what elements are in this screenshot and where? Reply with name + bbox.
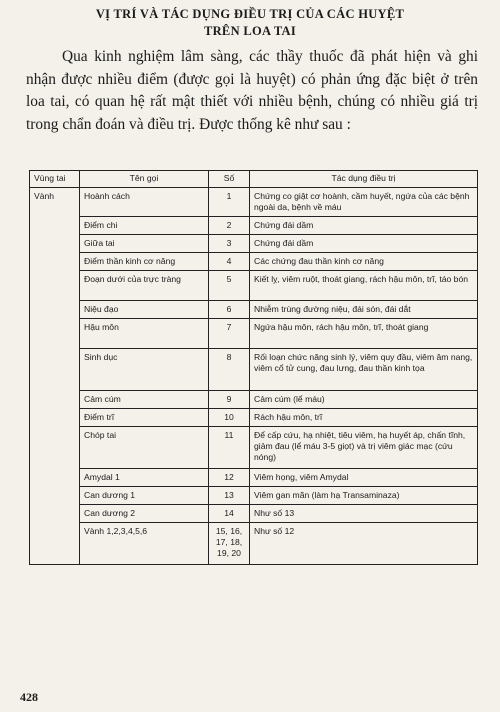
- effect-cell: Ngứa hậu môn, rách hậu môn, trĩ, thoát giang: [250, 319, 478, 349]
- zone-cell: Vành: [30, 188, 80, 565]
- header-zone: Vùng tai: [30, 171, 80, 188]
- point-name-cell: Niệu đạo: [80, 301, 209, 319]
- point-number-cell: 13: [209, 487, 250, 505]
- point-name-cell: Sinh dục: [80, 349, 209, 391]
- table-row: [30, 271, 478, 301]
- point-number-cell: 14: [209, 505, 250, 523]
- point-name-cell: Hậu môn: [80, 319, 209, 349]
- title-line-1: VỊ TRÍ VÀ TÁC DỤNG ĐIỀU TRỊ CỦA CÁC HUYỆT: [95, 7, 405, 21]
- effect-cell: Viêm họng, viêm Amydal: [250, 469, 478, 487]
- table-row: [30, 349, 478, 391]
- point-number-cell: 10: [209, 409, 250, 427]
- header-effect: Tác dụng điều trị: [250, 171, 478, 188]
- table-row: [30, 409, 478, 427]
- point-number-cell: 3: [209, 235, 250, 253]
- table-row: [30, 319, 478, 349]
- table-row: [30, 253, 478, 271]
- table-header-row: [30, 171, 478, 188]
- table-row: [30, 469, 478, 487]
- effect-cell: Như số 12: [250, 523, 478, 565]
- table-row: [30, 188, 478, 217]
- point-name-cell: Điểm chi: [80, 217, 209, 235]
- title-line-2: TRÊN LOA TAI: [203, 24, 297, 38]
- intro-paragraph: Qua kinh nghiệm lâm sàng, các thầy thuốc đã phát hiện và ghi nhận được nhiều điểm (được gọi là huyệt) có phản ứng đặc biệt ở trên loa tai, có quan hệ rất mật thiết với nhiều bệnh, chúng có nhiều giá trị trong chẩn đoán và điều trị. Được thống kê như sau :: [26, 48, 478, 133]
- effect-cell: Nhiễm trùng đường niệu, đái són, đái dắt: [250, 301, 478, 319]
- table-row: [30, 235, 478, 253]
- point-number-cell: 7: [209, 319, 250, 349]
- point-name-cell: Amydal 1: [80, 469, 209, 487]
- point-name-cell: Can dương 2: [80, 505, 209, 523]
- point-name-cell: Điểm trĩ: [80, 409, 209, 427]
- effect-cell: Để cấp cứu, hạ nhiệt, tiêu viêm, hạ huyết áp, chấn tĩnh, giảm đau (lể máu 3-5 giọt) và trị viêm giác mạc (cứu nóng): [250, 427, 478, 469]
- point-name-cell: Giữa tai: [80, 235, 209, 253]
- header-number: Số: [209, 171, 250, 188]
- point-name-cell: Đoạn dưới của trực tràng: [80, 271, 209, 301]
- table-row: [30, 505, 478, 523]
- effect-cell: Chứng đái dầm: [250, 235, 478, 253]
- point-name-cell: Hoành cách: [80, 188, 209, 217]
- point-number-cell: 2: [209, 217, 250, 235]
- effect-cell: Chứng co giật cơ hoành, cầm huyết, ngứa của các bệnh ngoài da, bệnh về máu: [250, 188, 478, 217]
- table-body: [30, 188, 478, 565]
- point-number-cell: 6: [209, 301, 250, 319]
- effect-cell: Kiết lỵ, viêm ruột, thoát giang, rách hậu môn, trĩ, táo bón: [250, 271, 478, 301]
- page-number: 428: [20, 690, 38, 704]
- point-name-cell: Chóp tai: [80, 427, 209, 469]
- table-row: [30, 487, 478, 505]
- effect-cell: Viêm gan mãn (làm hạ Transaminaza): [250, 487, 478, 505]
- table-row: [30, 523, 478, 565]
- effect-cell: Các chứng đau thần kinh cơ năng: [250, 253, 478, 271]
- effect-cell: Như số 13: [250, 505, 478, 523]
- point-number-cell: 11: [209, 427, 250, 469]
- table-row: [30, 391, 478, 409]
- point-number-cell: 4: [209, 253, 250, 271]
- table-row: [30, 217, 478, 235]
- point-number-cell: 8: [209, 349, 250, 391]
- effect-cell: Rách hậu môn, trĩ: [250, 409, 478, 427]
- point-number-cell: 9: [209, 391, 250, 409]
- header-name: Tên gọi: [80, 171, 209, 188]
- point-name-cell: Vành 1,2,3,4,5,6: [80, 523, 209, 565]
- acupoint-table: [29, 170, 478, 565]
- point-name-cell: Cảm cúm: [80, 391, 209, 409]
- point-number-cell: 1: [209, 188, 250, 217]
- point-name-cell: Điểm thần kinh cơ năng: [80, 253, 209, 271]
- point-number-cell: 12: [209, 469, 250, 487]
- point-name-cell: Can dương 1: [80, 487, 209, 505]
- point-number-cell: 15, 16, 17, 18, 19, 20: [209, 523, 250, 565]
- effect-cell: Rối loạn chức năng sinh lý, viêm quy đầu, viêm âm nang, viêm cổ tử cung, đau lưng, đau thần kinh tọa: [250, 349, 478, 391]
- effect-cell: Chứng đái dầm: [250, 217, 478, 235]
- effect-cell: Cảm cúm (lể máu): [250, 391, 478, 409]
- table-row: [30, 427, 478, 469]
- point-number-cell: 5: [209, 271, 250, 301]
- table-row: [30, 301, 478, 319]
